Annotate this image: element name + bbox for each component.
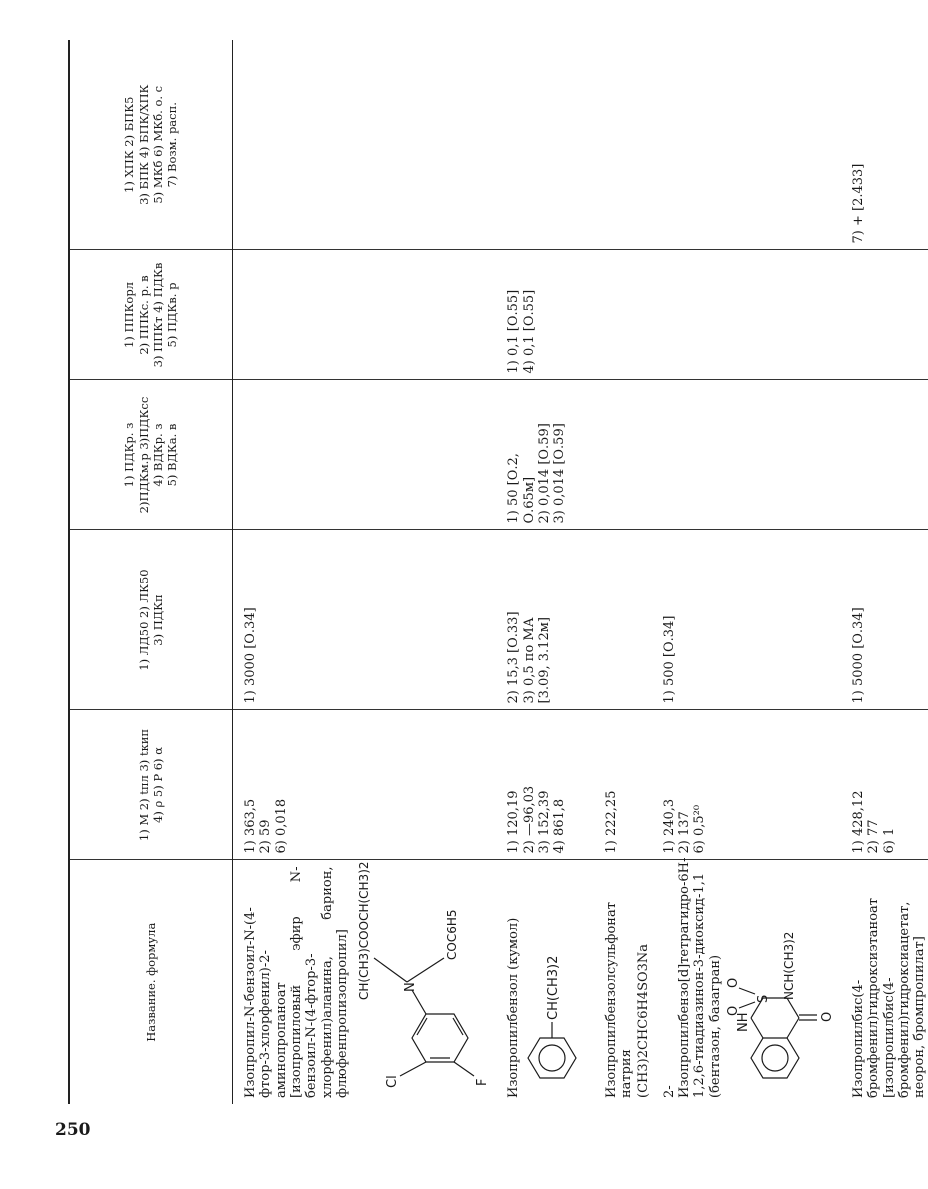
cell-name <box>604 860 652 1104</box>
header-pdk-air <box>69 380 233 530</box>
atom-label: O <box>725 1005 741 1016</box>
header-line: 1) ЛД50 2) ЛК50 <box>136 569 151 671</box>
value-line: 1) 240,3 <box>661 798 677 854</box>
cell-ppk-water <box>851 250 928 380</box>
atom-label: Cl <box>385 1075 401 1088</box>
header-line: 1) ППКорл <box>122 282 137 349</box>
cell-pdk-air <box>851 380 928 530</box>
table-row <box>662 40 841 1104</box>
cell-ppk-water <box>506 250 593 380</box>
value-line: 2) 77 <box>866 819 882 854</box>
header-line: 2) ППКс. р. в <box>136 275 151 355</box>
cell-hpk-bpk <box>506 40 593 250</box>
cell-pdk-air <box>506 380 593 530</box>
table-row <box>604 40 652 1104</box>
cell-name <box>506 860 593 1104</box>
cell-hpk-bpk <box>243 40 506 250</box>
header-line: 5) ПДКв. р <box>165 282 180 348</box>
value-line: 1) 5000 [О.34] <box>850 607 866 704</box>
value-line: 7) + [2.433] <box>850 163 866 244</box>
compound-name: Изопропилбензол (кумол) <box>506 917 522 1098</box>
header-line: 5) ВДКа. в <box>165 423 180 487</box>
value-line: 1) 500 [О.34] <box>661 615 677 704</box>
cell-toxicity <box>851 530 928 710</box>
header-line: 1) ПДКр. з <box>122 422 137 488</box>
value-line: 1) 120,19 <box>506 790 522 854</box>
compound-formula: (CH3)2CHC6H4SO3Na <box>636 943 652 1098</box>
cell-pdk-air <box>604 380 652 530</box>
cell-ppk-water <box>662 250 841 380</box>
atom-label: NCH(CH3)2 <box>781 931 796 1000</box>
header-line: 7) Возм. расп. <box>165 102 180 188</box>
table-row <box>506 40 593 1104</box>
value-line: 1) 0,1 [О.55] <box>506 289 522 374</box>
value-line: 1) 3000 [О.34] <box>243 607 258 704</box>
atom-label: N <box>403 982 419 992</box>
value-line: 6) 1 <box>881 827 897 854</box>
value-line: 1) 50 [О.2, <box>506 453 522 524</box>
cell-toxicity <box>604 530 652 710</box>
header-line: 3) ПДКп <box>151 594 165 646</box>
header-line: 1) ХПК 2) БПК5 <box>122 96 137 193</box>
value-line: 2) 59 <box>258 819 274 854</box>
cell-physical-props <box>851 710 928 860</box>
atom-label: O <box>819 1011 835 1022</box>
rotated-table-page <box>68 40 928 1104</box>
cell-name <box>661 857 841 1104</box>
cell-name <box>851 860 928 1104</box>
value-line: 1) 222,25 <box>603 790 619 854</box>
compound-name: Изопропилбис(4-бромфенил)гидроксиэтаноат [изопропилбис(4-бромфенил)гидроксиацетат, неорон, бромпропилат] <box>850 898 928 1098</box>
compound-name: 2-Изопропилбензо[d]тетрагидро-6H-1,2,6-тиадиазинон-3-диоксид-1,1 (бентазон, базагран) <box>661 857 723 1098</box>
cell-pdk-air <box>243 380 506 530</box>
atom-label: COC6H5 <box>445 909 460 960</box>
spacer-row <box>652 40 662 1104</box>
header-line: 3) БПК 4) БПК/ХПК <box>136 84 151 205</box>
header-toxicity <box>69 530 233 710</box>
atom-label: F <box>475 1078 491 1086</box>
cell-hpk-bpk <box>604 40 652 250</box>
value-line: 4) 0,1 [О.55] <box>521 289 537 374</box>
atom-label: NH <box>735 1012 751 1032</box>
value-line: 6) 0,5²⁰ <box>692 804 708 854</box>
value-line: 1) 428,12 <box>850 790 866 854</box>
value-line: 2) 0,014 [О.59] <box>536 423 552 524</box>
cell-toxicity <box>506 530 593 710</box>
header-physical-props <box>69 710 233 860</box>
structure-bentazone <box>725 866 837 1098</box>
cell-physical-props <box>604 710 652 860</box>
compound-name: Изопропилбензолсульфонат натрия <box>603 902 634 1098</box>
header-line: 2)ПДКм.р 3)ПДКсс <box>136 396 151 514</box>
cell-hpk-bpk <box>851 40 928 250</box>
cell-ppk-water <box>243 250 506 380</box>
value-line: 2) 137 <box>676 811 692 854</box>
header-hpk-bpk <box>69 40 233 250</box>
header-ppk-water <box>69 250 233 380</box>
table-row <box>243 40 506 1104</box>
value-line: 1) 363,5 <box>243 798 258 854</box>
atom-label: CH(CH3)COOCH(CH3)2 <box>357 861 372 1000</box>
compound-name: Изопропил-N-бензоил-N-(4-фтор-3-хлорфенил)-2-аминопропаноат [изопропиловый эфир N-бензоил-N-(4-фтор-3-хлорфенил)аланина, барион, флюфенпропизопропил] <box>243 866 350 1098</box>
value-line: [3.09, 3.12м] <box>536 617 552 704</box>
cell-physical-props <box>243 710 506 860</box>
cell-hpk-bpk <box>662 40 841 250</box>
value-line: 2) —96,03 <box>521 785 537 854</box>
header-row <box>69 40 233 1104</box>
value-line: 3) 152,39 <box>536 790 552 854</box>
cell-physical-props <box>662 710 841 860</box>
structure-cumene <box>524 866 590 1098</box>
cell-pdk-air <box>662 380 841 530</box>
cell-name <box>243 860 506 1104</box>
value-line: 4) 861,8 <box>552 798 568 854</box>
table-row <box>851 40 928 1104</box>
data-table <box>68 40 928 1104</box>
value-line: 2) 15,3 [О.33] <box>506 611 522 704</box>
header-line: 1) M 2) tпл 3) tкип <box>136 728 151 842</box>
value-line: 3) 0,014 [О.59] <box>552 423 568 524</box>
value-line: 3) 0,5 по МА <box>521 617 537 704</box>
structure-fluphenpropisopropyl <box>352 861 502 1098</box>
value-line: О.65м] <box>521 476 537 524</box>
cell-toxicity <box>662 530 841 710</box>
cell-physical-props <box>506 710 593 860</box>
header-name-formula: Название. формула <box>69 860 233 1104</box>
atom-label: CH(CH3)2 <box>545 955 561 1020</box>
header-line: 3) ППКт 4) ПДКв <box>151 262 165 368</box>
spacer-row <box>594 40 604 1104</box>
header-line: 4) ρ 5) P 6) α <box>151 747 165 823</box>
atom-label: O <box>725 977 741 988</box>
cell-ppk-water <box>604 250 652 380</box>
atom-label: S <box>755 994 771 1003</box>
value-line: 6) 0,018 <box>273 798 289 854</box>
header-line: 4) ВДКр. з <box>151 423 165 487</box>
header-line: 5) МКб 6) МКб. о. с <box>151 85 165 204</box>
page-number: 250 <box>55 1120 91 1140</box>
spacer-row <box>841 40 851 1104</box>
spacer-row <box>233 40 244 1104</box>
cell-toxicity <box>243 530 506 710</box>
